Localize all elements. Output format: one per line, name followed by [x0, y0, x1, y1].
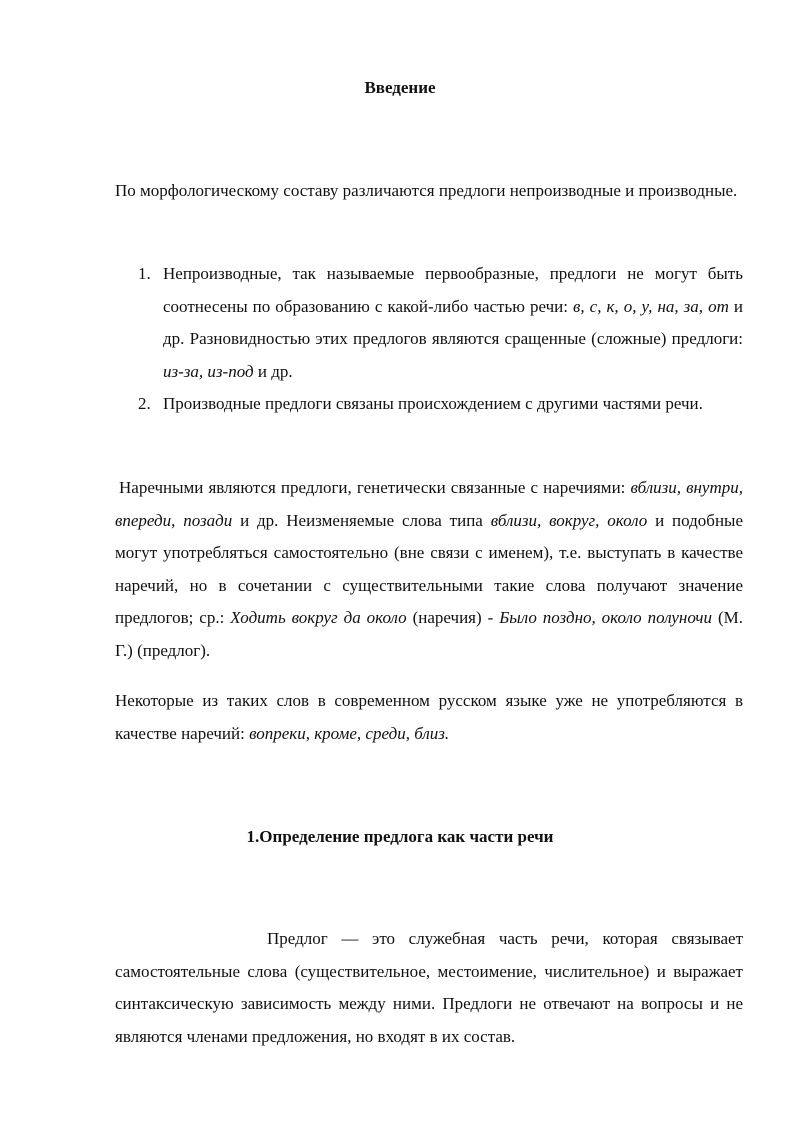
section-1-paragraph: Предлог — это служебная часть речи, которая связывает самостоятельные слова (существительное, местоимение, числительное) и выражает синтаксическую зависимость между ними. Предлоги не отвечают на вопросы и не являются членами предложения, но входят в их состав. [115, 929, 743, 1046]
list-number-1: 1. [138, 264, 151, 283]
list-item-2: Производные предлоги связаны происхождением с другими частями речи. [163, 394, 703, 413]
section-1-title: 1.Определение предлога как части речи [246, 827, 554, 846]
some-words-examples: вопреки, кроме, среди, близ. [249, 723, 450, 743]
some-words-paragraph [115, 685, 743, 750]
list-number-2: 2. [138, 394, 151, 413]
list-item-1 [163, 258, 743, 388]
adverbs-text-b: и др. Неизменяемые слова типа [232, 510, 491, 530]
adverbs-paragraph [115, 472, 743, 667]
adverbs-text-d: (наречия) - [406, 608, 500, 627]
adverbs-example-3: Ходить вокруг да около [230, 608, 407, 627]
adverbs-text-a: Наречными являются предлоги, генетически связанные с наречиями: [119, 478, 631, 497]
list-item-1-text-b: и др. Разновидностью этих предлогов являются сращенные (сложные) предлоги: [163, 296, 743, 348]
adverbs-example-4: Было поздно, около полуночи [499, 608, 713, 627]
page-title: Введение [364, 78, 436, 97]
list-item-1-text-a: Непроизводные, так называемые первообразные, предлоги не могут быть соотнесены по образованию с какой-либо частью речи: [163, 264, 743, 316]
adverbs-examples-2: вблизи, вокруг, около [490, 510, 648, 530]
list-item-1-compound-examples: из-за, из-под [163, 361, 254, 381]
adverbs-text-c: и подобные могут употребляться самостоятельно (вне связи с именем), т.е. выступать в качестве наречий, но в сочетании с существительными такие слова получают значение предлогов; ср.: [115, 510, 744, 627]
adverbs-text-e: (М. Г.) (предлог). [115, 608, 744, 660]
intro-paragraph: По морфологическому составу различаются предлоги непроизводные и производные. [115, 181, 738, 200]
some-words-text: Некоторые из таких слов в современном русском языке уже не употребляются в качестве наречий: [115, 691, 743, 743]
list-item-1-text-c: и др. [253, 361, 293, 381]
list-item-1-examples: в, с, к, о, у, на, за, от [572, 296, 729, 316]
adverbs-examples-1: вблизи, внутри, впереди, позади [115, 478, 743, 530]
